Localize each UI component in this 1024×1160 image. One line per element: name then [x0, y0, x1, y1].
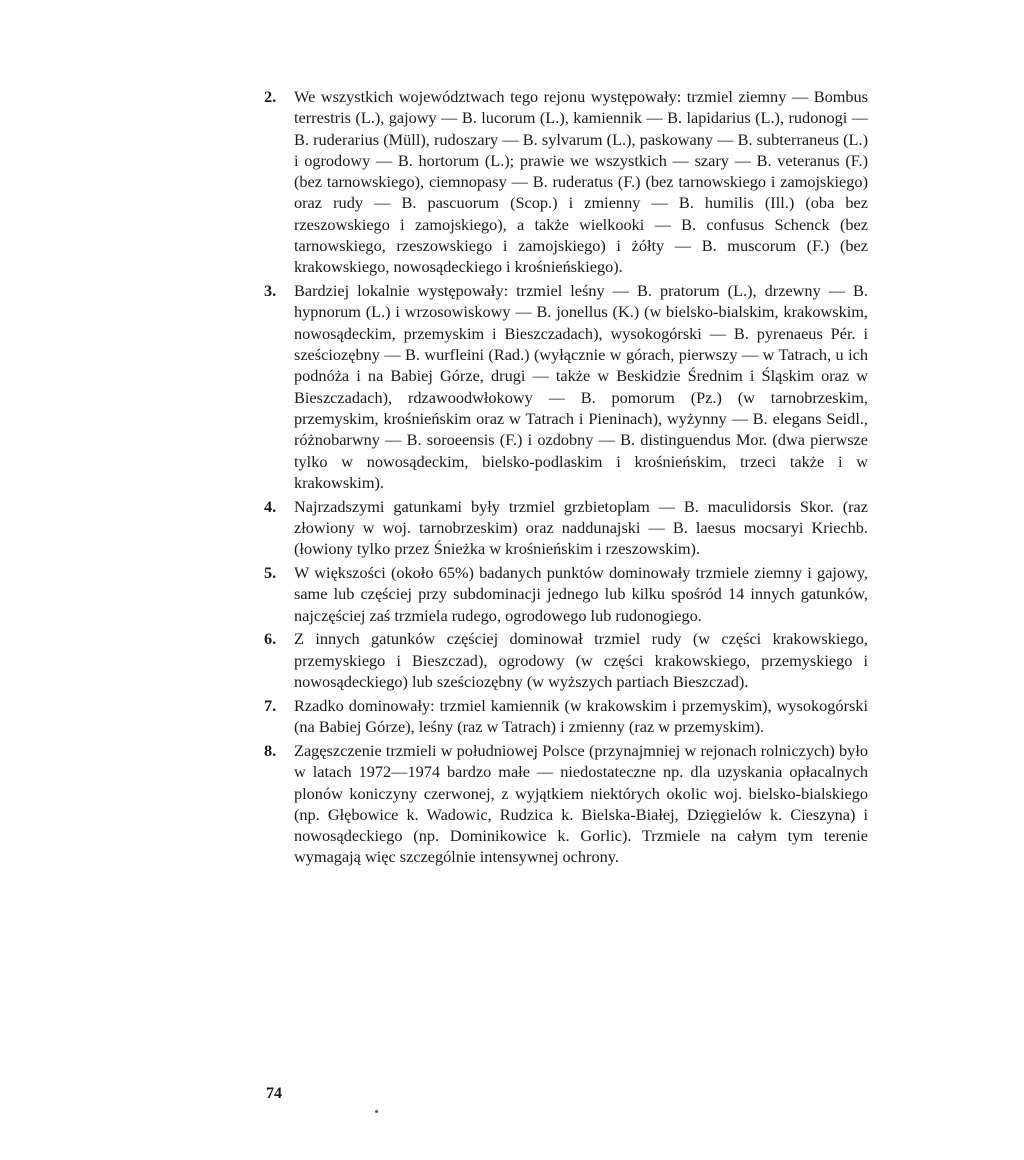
list-item-8	[264, 740, 868, 868]
print-speck	[375, 1110, 378, 1113]
page-number: 74	[266, 1085, 282, 1102]
item-number: 6.	[264, 629, 277, 649]
item-number: 2.	[264, 87, 277, 106]
item-text: W większości (około 65%) badanych punktów dominowały trzmiele ziemny i gajowy, same lub częściej przy subdominacji jednego lub kilku spośród 14 innych gatunków, najczęściej zaś trzmiela rudego, ogrodowego lub rudonogiego.	[294, 563, 868, 625]
list-item-4	[264, 496, 868, 560]
list-item-5	[264, 562, 868, 626]
item-text: Bardziej lokalnie występowały: trzmiel leśny — B. pratorum (L.), drzewny — B. hypnorum (L.) i wrzosowiskowy — B. jonellus (K.) (w bielsko-bialskim, krakowskim, nowosądeckim, przemyskim i Bieszczadach), wysokogórski — B. pyrenaeus Pér. i sześciozębny — B. wurfleini (Rad.) (wyłącznie w górach, pierwszy — w Tatrach, u ich podnóża i na Babiej Górze, drugi — także w Beskidzie Średnim i Śląskim oraz w Bieszczadach), rdzawoodwłokowy — B. pomorum (Pz.) (w tarnobrzeskim, przemyskim, krośnieńskim oraz w Tatrach i Pieninach), wyżynny — B. elegans Seidl., różnobarwny — B. soroeensis (F.) i ozdobny — B. distinguendus Mor. (dwa pierwsze tylko w nowosądeckim, bielsko-podlaskim i krośnieńskim, trzeci także i w krakowskim).	[294, 281, 868, 492]
item-number: 8.	[264, 740, 277, 760]
item-text: Rzadko dominowały: trzmiel kamiennik (w krakowskim i przemyskim), wysokogórski (na Babiej Górze), leśny (raz w Tatrach) i zmienny (raz w przemyskim).	[294, 695, 868, 737]
list-item-3	[264, 280, 868, 493]
item-number: 7.	[264, 695, 277, 715]
numbered-list	[264, 86, 868, 868]
item-text: We wszystkich województwach tego rejonu występowały: trzmiel ziemny — Bombus terrestris (L.), gajowy — B. lucorum (L.), kamiennik — B. lapidarius (L.), rudonogi — B. ruderarius (Müll), rudoszary — B. sylvarum (L.), paskowany — B. subterraneus (L.) i ogrodowy — B. hortorum (L.); prawie we wszystkich — szary — B. veteranus (F.) (bez tarnowskiego), ciemnopasy — B. ruderatus (F.) (bez tarnowskiego i zamojskiego) oraz rudy — B. pascuorum (Scop.) i zmienny — B. humilis (Ill.) (oba bez rzeszowskiego i zamojskiego), a także wielkooki — B. confusus Schenck (bez tarnowskiego, rzeszowskiego i zamojskiego) i żółty — B. muscorum (F.) (bez krakowskiego, nowosądeckiego i krośnieńskiego).	[294, 87, 868, 277]
item-text: Najrzadszymi gatunkami były trzmiel grzbietoplam — B. maculidorsis Skor. (raz złowiony w woj. tarnobrzeskim) oraz naddunajski — B. laesus mocsaryi Kriechb. (łowiony tylko przez Śnieżka w krośnieńskim i rzeszowskim).	[294, 496, 868, 559]
item-number: 4.	[264, 496, 277, 516]
list-item-6	[264, 628, 868, 692]
list-item-7	[264, 695, 868, 738]
item-number: 3.	[264, 281, 277, 301]
item-number: 5.	[264, 563, 277, 583]
list-item-2	[264, 86, 868, 278]
item-text: Zagęszczenie trzmieli w południowej Polsce (przynajmniej w rejonach rolniczych) było w latach 1972—1974 bardzo małe — niedostateczne np. dla uzyskania opłacalnych plonów koniczyny czerwonej, z wyjątkiem niektórych okolic woj. bielsko-bialskiego (np. Głębowice k. Wadowic, Rudzica k. Bielska-Białej, Dzięgielów k. Cieszyna) i nowosądeckiego (np. Dominikowice k. Gorlic). Trzmiele na całym tym terenie wymagają więc szczególnie intensywnej ochrony.	[294, 740, 868, 867]
item-text: Z innych gatunków częściej dominował trzmiel rudy (w części krakowskiego, przemyskiego i Bieszczad), ogrodowy (w części krakowskiego, przemyskiego i nowosądeckiego) lub sześciozębny (w wyższych partiach Bieszczad).	[294, 629, 868, 692]
